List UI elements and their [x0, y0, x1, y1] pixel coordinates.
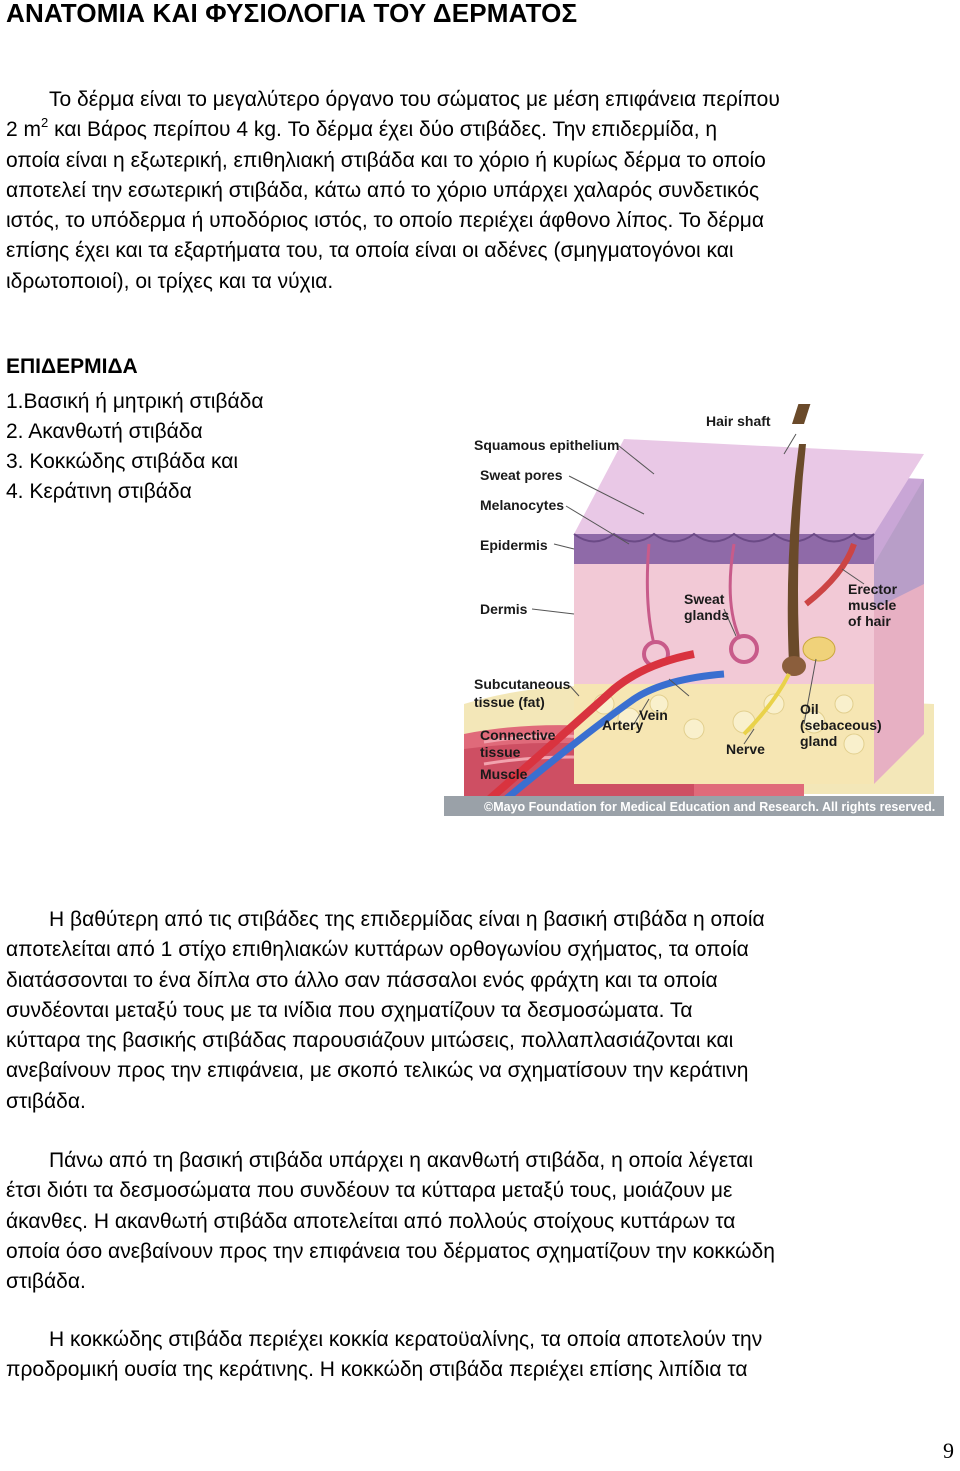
intro-line-4: αποτελεί την εσωτερική στιβάδα, κάτω από το χόριο υπάρχει χαλαρός συνδετικός [6, 178, 760, 202]
label-melanocytes: Melanocytes [480, 497, 565, 513]
layer-item: 4. Κεράτινη στιβάδα [6, 480, 192, 503]
paragraph-line: άκανθες. Η ακανθωτή στιβάδα αποτελείται από πολλούς στοίχους κυττάρων τα [6, 1209, 736, 1233]
skin-anatomy-figure [444, 404, 944, 816]
label-oil-gland: gland [800, 733, 838, 749]
intro-line-1: Το δέρμα είναι το μεγαλύτερο όργανο του σώματος με μέση επιφάνεια περίπου [49, 88, 780, 111]
label-subcutaneous-fat: tissue (fat) [474, 694, 545, 710]
paragraph-line: Πάνω από τη βασική στιβάδα υπάρχει η ακανθωτή στιβάδα, η οποία λέγεται [49, 1149, 754, 1172]
layer-item: 1.Βασική ή μητρική στιβάδα [6, 390, 264, 413]
epidermis-heading: ΕΠΙΔΕΡΜΙΔΑ [6, 355, 138, 378]
paragraph-line: Η βαθύτερη από τις στιβάδες της επιδερμίδας είναι η βασική στιβάδα η οποία [49, 908, 765, 931]
intro-line-2-text: και Βάρος περίπου 4 kg. Το δέρμα έχει δύο στιβάδες. Την επιδερμίδα, η [48, 118, 718, 142]
label-sweat-pores: Sweat pores [480, 467, 563, 483]
paragraph-line: Η κοκκώδης στιβάδα περιέχει κοκκία κερατοϋαλίνης, τα οποία αποτελούν την [49, 1328, 763, 1351]
paragraph-line: αποτελείται από 1 στίχο επιθηλιακών κυττάρων ορθογωνίου σχήματος, τα οποία [6, 938, 749, 962]
label-dermis: Dermis [480, 601, 528, 617]
page-number: 9 [943, 1438, 954, 1463]
label-connective: Connective [480, 727, 556, 743]
intro-line-2 [6, 115, 956, 145]
label-sweat-glands: glands [684, 607, 730, 623]
area-value: 2 m [6, 118, 42, 142]
label-connective-tissue: tissue [480, 744, 521, 760]
epidermis-layer-list [6, 387, 264, 507]
paragraph-line: έτσι διότι τα δεσμοσώματα που συνδέουν τα κύτταρα μεταξύ τους, μοιάζουν με [6, 1179, 733, 1203]
intro-line-6: επίσης έχει και τα εξαρτήματα του, τα οποία είναι οι αδένες (σμηγματογόνοι και [6, 239, 734, 263]
label-sweat: Sweat [684, 591, 725, 607]
label-nerve: Nerve [726, 741, 765, 757]
label-subcutaneous: Subcutaneous [474, 676, 571, 692]
paragraph-line: ανεβαίνουν προς την επιφάνεια, με σκοπό τελικώς να σχηματίσουν την κεράτινη [6, 1059, 749, 1083]
intro-paragraph [6, 85, 956, 297]
paragraph-line: συνδέονται μεταξύ τους με τα ινίδια που σχηματίζουν τα δεσμοσώματα. Τα [6, 998, 693, 1022]
area-exponent: 2 [41, 115, 49, 131]
basal-layer-paragraph [6, 905, 956, 1117]
paragraph-line: κύτταρα της βασικής στιβάδας παρουσιάζουν μιτώσεις, πολλαπλασιάζονται και [6, 1029, 734, 1053]
label-artery: Artery [602, 717, 644, 733]
label-oil-sebaceous: (sebaceous) [800, 717, 882, 733]
label-erector-of-hair: of hair [848, 613, 891, 629]
intro-line-7: ιδρωτοποιοί), οι τρίχες και τα νύχια. [6, 269, 334, 293]
spinous-layer-paragraph [6, 1146, 956, 1297]
label-epidermis: Epidermis [480, 537, 548, 553]
label-erector-muscle: muscle [848, 597, 897, 613]
label-oil: Oil [800, 701, 819, 717]
paragraph-line: διατάσσονται το ένα δίπλα στο άλλο σαν πάσσαλοι ενός φράχτη και τα οποία [6, 968, 718, 992]
paragraph-line: οποία όσο ανεβαίνουν προς την επιφάνεια του δέρματος σχηματίζουν την κοκκώδη [6, 1239, 775, 1263]
granular-layer-paragraph [6, 1325, 956, 1386]
label-squamous-epithelium: Squamous epithelium [474, 437, 620, 453]
paragraph-line: στιβάδα. [6, 1089, 86, 1113]
label-hair-shaft: Hair shaft [706, 413, 771, 429]
intro-line-3: οποία είναι η εξωτερική, επιθηλιακή στιβάδα και το χόριο ή κυρίως δέρμα το οποίο [6, 148, 766, 172]
label-erector: Erector [848, 581, 898, 597]
skin-cross-section-illustration [444, 404, 944, 816]
paragraph-line: στιβάδα. [6, 1270, 86, 1294]
paragraph-line: προδρομική ουσία της κεράτινης. Η κοκκώδη στιβάδα περιέχει επίσης λιπίδια τα [6, 1358, 748, 1382]
layer-item: 3. Κοκκώδης στιβάδα και [6, 450, 239, 473]
document-title: ΑΝΑΤΟΜΙΑ ΚΑΙ ΦΥΣΙΟΛΟΓΙΑ ΤΟΥ ΔΕΡΜΑΤΟΣ [6, 0, 578, 28]
layer-item: 2. Ακανθωτή στιβάδα [6, 420, 203, 443]
intro-line-5: ιστός, το υπόδερμα ή υποδόριος ιστός, το οποίο περιέχει άφθονο λίπος. Το δέρμα [6, 209, 764, 233]
label-muscle: Muscle [480, 766, 528, 782]
figure-copyright: ©Mayo Foundation for Medical Education and Research. All rights reserved. [484, 800, 936, 814]
label-vein: Vein [639, 707, 668, 723]
